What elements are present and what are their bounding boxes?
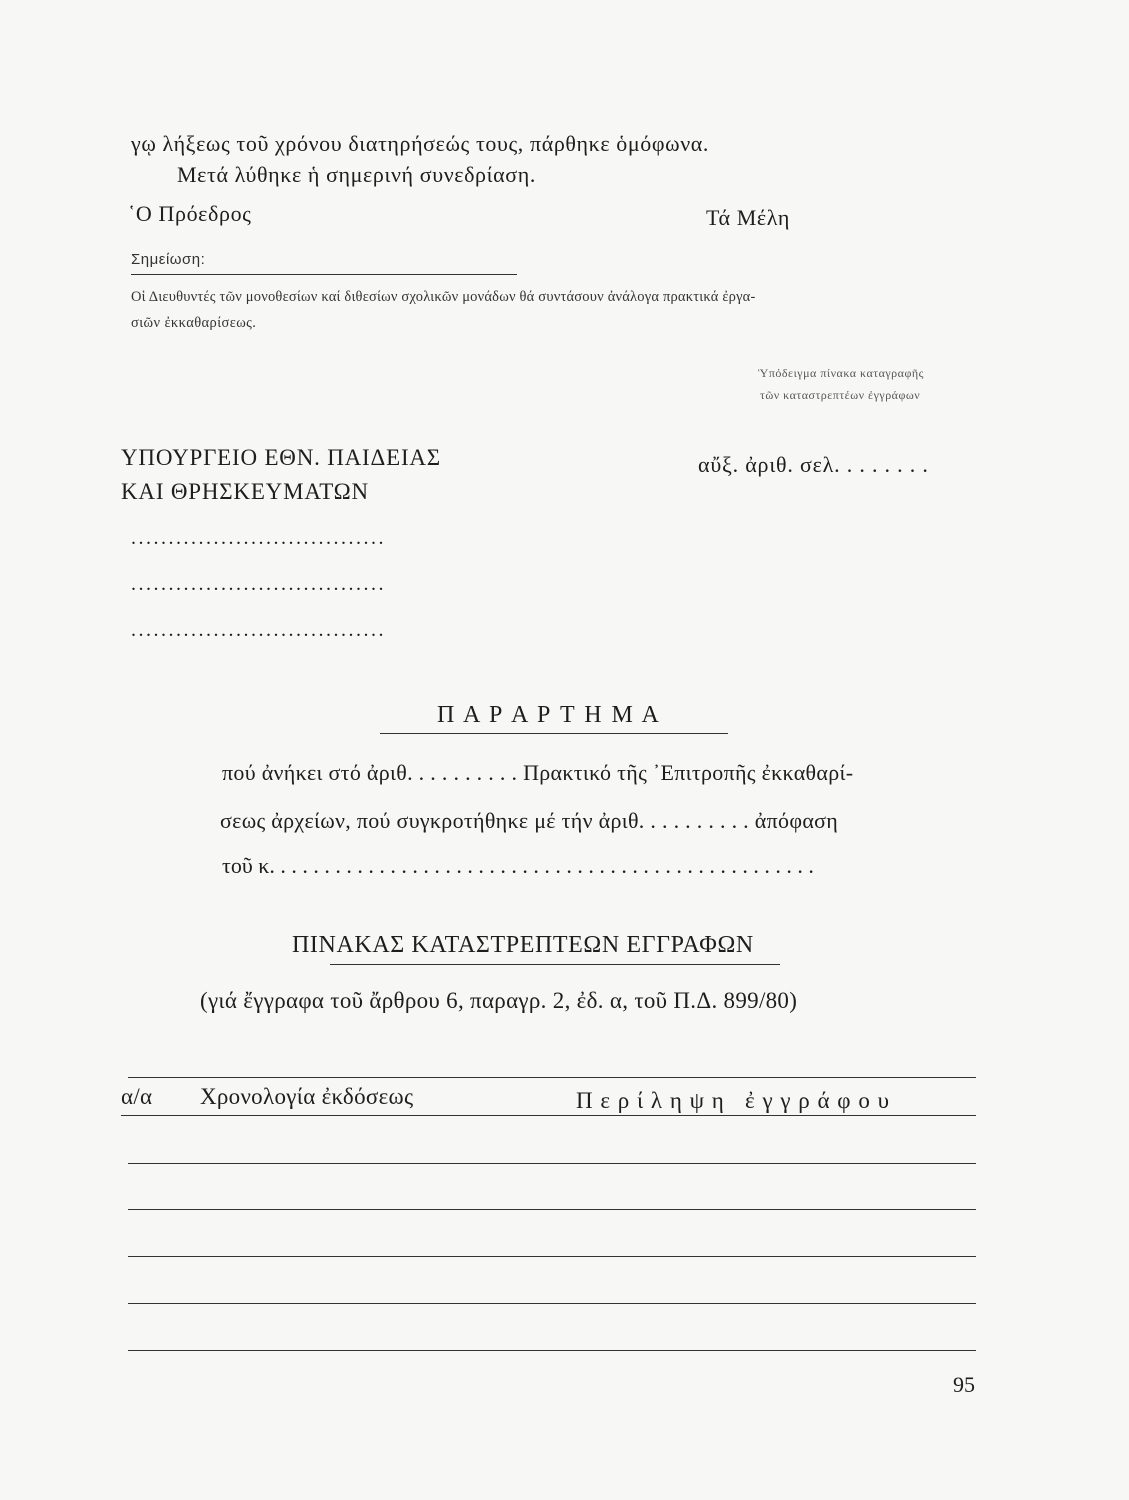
- appendix-line-3: τοῦ κ. . . . . . . . . . . . . . . . . . . . . . . . . . . . . . . . . . . . . . . . . . . . . . . . . .: [222, 853, 814, 878]
- table-title-underline: [330, 964, 780, 965]
- table-row: [128, 1256, 976, 1257]
- table-title: ΠΙΝΑΚΑΣ ΚΑΤΑΣΤΡΕΠΤΕΩΝ ΕΓΓΡΑΦΩΝ: [292, 932, 754, 958]
- table-header-rule: [121, 1115, 976, 1116]
- page-reference: αὔξ. ἀριθ. σελ. . . . . . . .: [698, 452, 929, 477]
- column-header-date: Χρονολογία ἐκδόσεως: [200, 1084, 414, 1109]
- blank-line-2: ..................................: [131, 573, 386, 595]
- note-label: Σημείωση:: [131, 251, 206, 268]
- column-header-serial: α/α: [121, 1084, 153, 1109]
- note-line-2: σιῶν ἐκκαθαρίσεως.: [131, 315, 257, 331]
- sample-label-line-2: τῶν καταστρεπτέων ἐγγράφων: [760, 388, 921, 402]
- sample-label-line-1: Ὑπόδειγμα πίνακα καταγραφῆς: [758, 366, 924, 380]
- page-number: 95: [953, 1372, 975, 1397]
- ministry-line-1: ΥΠΟΥΡΓΕΙΟ ΕΘΝ. ΠΑΙΔΕΙΑΣ: [121, 445, 441, 470]
- table-top-rule: [128, 1077, 976, 1078]
- ministry-line-2: ΚΑΙ ΘΡΗΣΚΕΥΜΑΤΩΝ: [121, 479, 369, 504]
- table-row: [128, 1163, 976, 1164]
- note-divider: [131, 274, 517, 275]
- members-signature-label: Τά Μέλη: [706, 205, 790, 230]
- appendix-title: Π Α Ρ Α Ρ Τ Η Μ Α: [437, 702, 661, 728]
- table-row: [128, 1303, 976, 1304]
- table-subtitle: (γιά ἔγγραφα τοῦ ἄρθρου 6, παραγρ. 2, ἐδ. α, τοῦ Π.Δ. 899/80): [200, 988, 798, 1013]
- minutes-line-1: γῳ λήξεως τοῦ χρόνου διατηρήσεώς τους, πάρθηκε ὁμόφωνα.: [131, 131, 710, 156]
- blank-line-3: ..................................: [131, 619, 386, 641]
- table-row: [128, 1209, 976, 1210]
- appendix-line-2: σεως ἀρχείων, πού συγκροτήθηκε μέ τήν ἀριθ. . . . . . . . . . ἀπόφαση: [220, 808, 839, 833]
- column-header-summary: Π ε ρ ί λ η ψ η ἐ γ γ ρ ά φ ο υ: [576, 1088, 890, 1113]
- note-line-1: Οἱ Διευθυντές τῶν μονοθεσίων καί διθεσίων σχολικῶν μονάδων θά συντάσουν ἀνάλογα πρακτικά ἐργα-: [131, 289, 756, 305]
- appendix-title-underline: [380, 733, 728, 734]
- minutes-line-2: Μετά λύθηκε ἡ σημερινή συνεδρίαση.: [177, 162, 536, 187]
- chairman-signature-label: ῾Ο Πρόεδρος: [128, 201, 252, 226]
- table-row: [128, 1350, 976, 1351]
- appendix-line-1: πού ἀνήκει στό ἀριθ. . . . . . . . . . Πρακτικό τῆς ᾽Επιτροπῆς ἐκκαθαρί-: [222, 760, 854, 785]
- blank-line-1: ..................................: [131, 527, 386, 549]
